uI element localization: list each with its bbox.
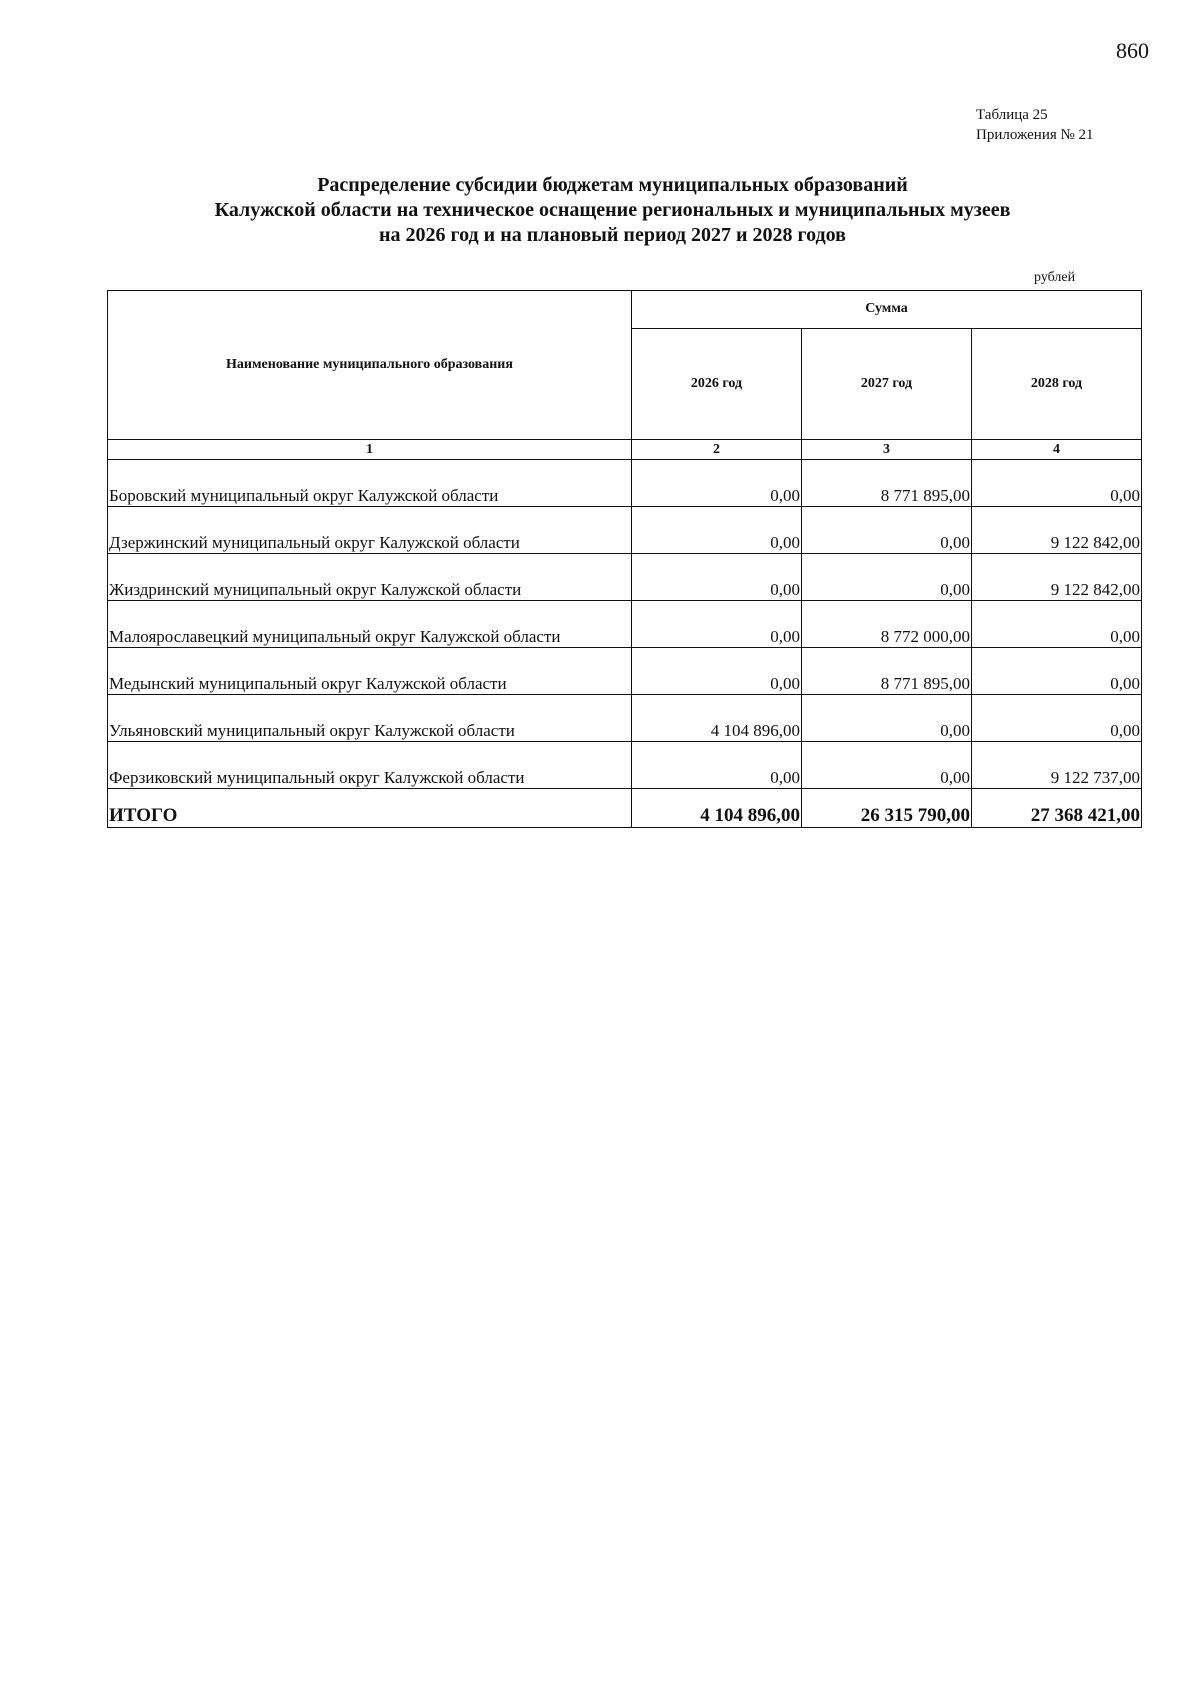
table-reference-line-2: Приложения № 21 [976, 127, 1094, 143]
amount-2028: 9 122 842,00 [972, 554, 1142, 601]
title-line-3: на 2026 год и на плановый период 2027 и 2028 годов [379, 224, 846, 246]
page-number: 860 [1116, 38, 1149, 63]
municipality-name: Малоярославецкий муниципальный округ Калужской области [108, 601, 632, 648]
amount-2027: 8 771 895,00 [802, 460, 972, 507]
table-row [108, 695, 1142, 742]
municipality-name: Жиздринский муниципальный округ Калужской области [108, 554, 632, 601]
amount-2028: 0,00 [972, 460, 1142, 507]
amount-2027: 0,00 [802, 695, 972, 742]
table-reference-line-1: Таблица 25 [976, 107, 1048, 123]
total-label: ИТОГО [108, 789, 632, 828]
unit-label: рублей [1034, 270, 1076, 285]
amount-2026: 0,00 [632, 742, 802, 789]
municipality-name: Дзержинский муниципальный округ Калужской области [108, 507, 632, 554]
total-2026: 4 104 896,00 [632, 789, 802, 828]
amount-2028: 9 122 737,00 [972, 742, 1142, 789]
table-row [108, 507, 1142, 554]
municipality-name: Ферзиковский муниципальный округ Калужской области [108, 742, 632, 789]
column-number-row [108, 440, 1142, 460]
amount-2027: 0,00 [802, 742, 972, 789]
amount-2027: 8 771 895,00 [802, 648, 972, 695]
table-row [108, 460, 1142, 507]
total-2028: 27 368 421,00 [972, 789, 1142, 828]
header-municipality-name: Наименование муниципального образования [108, 291, 632, 440]
amount-2028: 0,00 [972, 695, 1142, 742]
header-year-2026: 2026 год [632, 328, 802, 439]
amount-2026: 0,00 [632, 554, 802, 601]
total-row [108, 789, 1142, 828]
table-row [108, 742, 1142, 789]
column-number: 2 [632, 440, 802, 460]
amount-2026: 0,00 [632, 648, 802, 695]
header-year-2027: 2027 год [802, 328, 972, 439]
subsidy-table [107, 290, 1142, 828]
document-title [150, 173, 1075, 248]
amount-2028: 0,00 [972, 601, 1142, 648]
amount-2026: 0,00 [632, 460, 802, 507]
title-line-1: Распределение субсидии бюджетам муниципальных образований [317, 174, 908, 196]
header-sum: Сумма [632, 291, 1142, 329]
amount-2027: 0,00 [802, 507, 972, 554]
title-line-2: Калужской области на техническое оснащение региональных и муниципальных музеев [214, 199, 1011, 221]
amount-2026: 0,00 [632, 507, 802, 554]
amount-2026: 4 104 896,00 [632, 695, 802, 742]
column-number: 3 [802, 440, 972, 460]
amount-2028: 9 122 842,00 [972, 507, 1142, 554]
table-row [108, 601, 1142, 648]
table-row [108, 648, 1142, 695]
amount-2027: 8 772 000,00 [802, 601, 972, 648]
column-number: 1 [108, 440, 632, 460]
municipality-name: Медынский муниципальный округ Калужской области [108, 648, 632, 695]
amount-2027: 0,00 [802, 554, 972, 601]
header-year-2028: 2028 год [972, 328, 1142, 439]
table-reference [976, 105, 1094, 145]
amount-2028: 0,00 [972, 648, 1142, 695]
municipality-name: Ульяновский муниципальный округ Калужской области [108, 695, 632, 742]
amount-2026: 0,00 [632, 601, 802, 648]
total-2027: 26 315 790,00 [802, 789, 972, 828]
column-number: 4 [972, 440, 1142, 460]
table-row [108, 554, 1142, 601]
municipality-name: Боровский муниципальный округ Калужской области [108, 460, 632, 507]
